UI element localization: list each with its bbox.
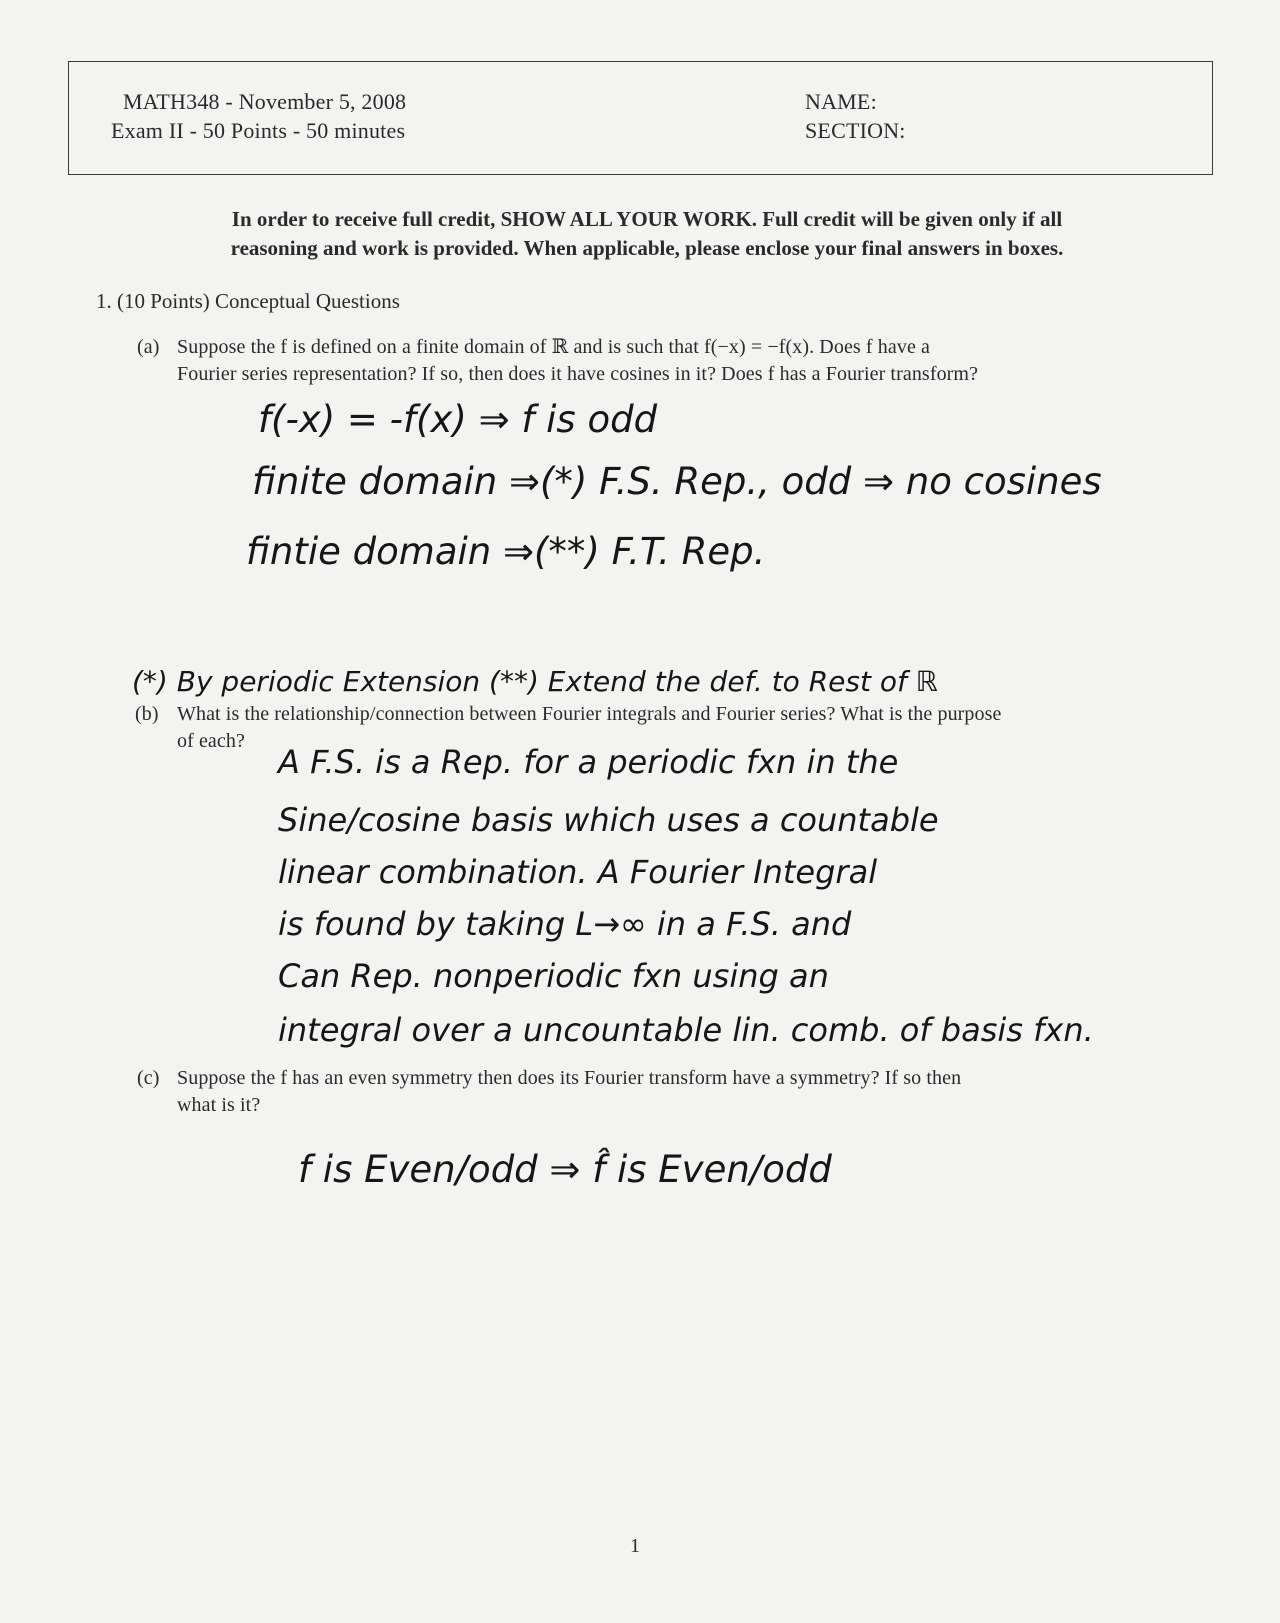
part-a-text-2: Fourier series representation? If so, then does it have cosines in it? Does f has a Fourier transform? — [177, 363, 979, 385]
section-label: SECTION: — [805, 118, 906, 143]
question-1-title: 1. (10 Points) Conceptual Questions — [96, 289, 400, 313]
part-b-text-1: What is the relationship/connection between Fourier integrals and Fourier series? What is the purpose — [177, 703, 1002, 725]
answer-b-line-5: Can Rep. nonperiodic fxn using an — [278, 957, 829, 995]
answer-a-line-1: f(-x) = -f(x) ⇒ f is odd — [258, 398, 658, 441]
part-b-label: (b) — [135, 703, 159, 725]
part-c-label: (c) — [137, 1067, 160, 1089]
answer-a-line-2: finite domain ⇒(*) F.S. Rep., odd ⇒ no cosines — [252, 460, 1102, 503]
answer-b-line-3: linear combination. A Fourier Integral — [278, 853, 878, 891]
answer-b-line-2: Sine/cosine basis which uses a countable — [278, 801, 939, 839]
part-b-text-2: of each? — [177, 730, 245, 752]
exam-info: Exam II - 50 Points - 50 minutes — [111, 118, 406, 143]
answer-a-line-3: fintie domain ⇒(**) F.T. Rep. — [246, 530, 766, 573]
instructions-line-1: In order to receive full credit, SHOW ALL YOUR WORK. Full credit will be given only if all — [231, 207, 1063, 231]
part-c-text-2: what is it? — [177, 1094, 261, 1116]
part-a-text-1: Suppose the f is defined on a finite domain of ℝ and is such that f(−x) = −f(x). Does f have a — [177, 336, 931, 358]
answer-a-footnote: (*) By periodic Extension (**) Extend the def. to Rest of ℝ — [132, 665, 938, 698]
answer-b-line-4: is found by taking L→∞ in a F.S. and — [278, 905, 852, 943]
answer-b-line-6: integral over a uncountable lin. comb. of basis fxn. — [278, 1011, 1094, 1049]
name-label: NAME: — [805, 89, 877, 114]
page-number: 1 — [630, 1535, 640, 1557]
answer-b-line-1: A F.S. is a Rep. for a periodic fxn in the — [278, 743, 899, 781]
course-title: MATH348 - November 5, 2008 — [123, 89, 407, 114]
instructions-line-2: reasoning and work is provided. When applicable, please enclose your final answers in boxes. — [230, 236, 1064, 260]
part-a-label: (a) — [137, 336, 160, 358]
answer-c: f is Even/odd ⇒ f̂ is Even/odd — [298, 1148, 832, 1191]
part-c-text-1: Suppose the f has an even symmetry then does its Fourier transform have a symmetry? If so then — [177, 1067, 962, 1089]
